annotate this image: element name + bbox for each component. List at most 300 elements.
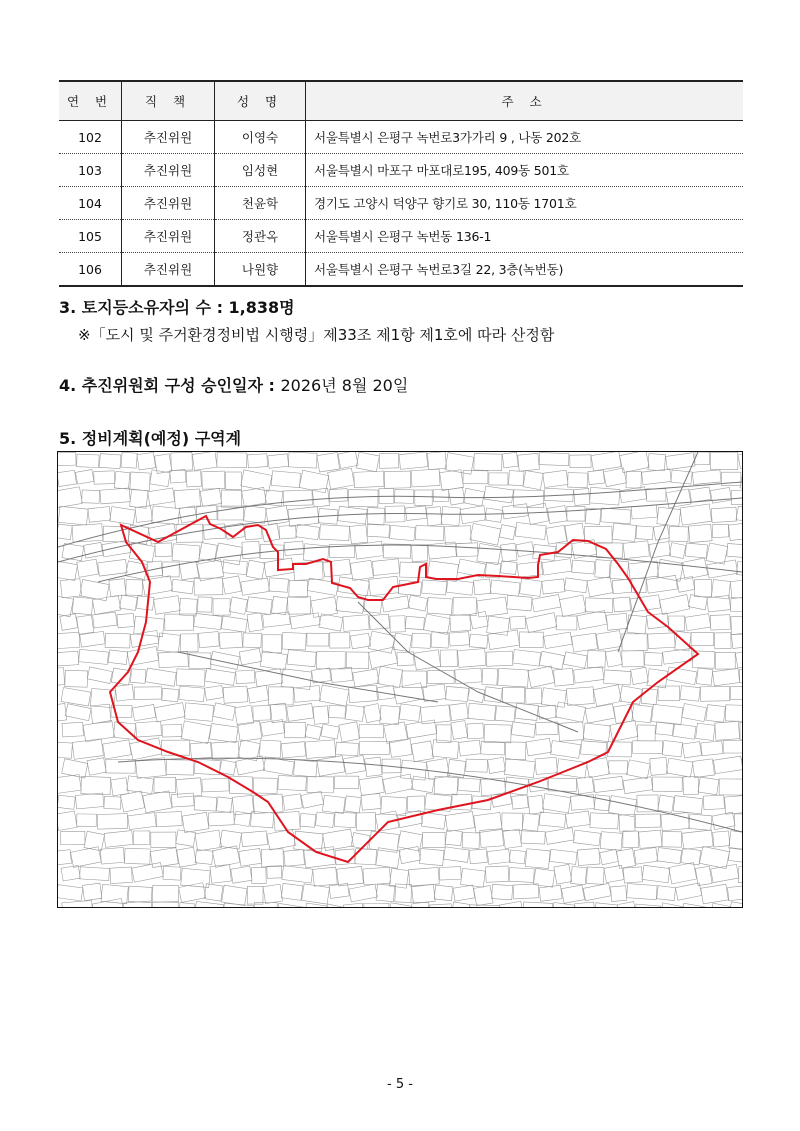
parcel	[433, 489, 449, 501]
parcel	[198, 632, 219, 648]
parcel	[680, 504, 712, 525]
parcel	[660, 595, 690, 615]
parcel	[329, 489, 348, 502]
header-role: 직 책	[122, 81, 215, 121]
section-3-heading: 3. 토지등소유자의 수 : 1,838명	[59, 298, 295, 317]
parcel	[163, 866, 181, 880]
header-address: 주 소	[306, 81, 744, 121]
parcel	[337, 866, 364, 886]
parcel	[88, 507, 111, 523]
parcel	[390, 616, 405, 632]
parcel	[247, 597, 273, 615]
parcel	[561, 885, 584, 903]
parcel	[210, 651, 239, 669]
parcel	[97, 814, 127, 830]
parcel	[248, 454, 268, 468]
parcel	[65, 670, 88, 687]
parcel	[62, 722, 83, 737]
parcel	[587, 650, 605, 668]
parcel	[622, 650, 644, 666]
parcel	[92, 898, 124, 907]
parcel	[485, 866, 508, 882]
parcel	[474, 454, 502, 471]
parcel	[422, 580, 447, 595]
parcel	[682, 830, 713, 849]
parcel	[587, 867, 605, 884]
parcel	[502, 452, 518, 468]
parcel	[72, 739, 103, 759]
parcel	[315, 812, 334, 827]
parcel	[685, 543, 707, 558]
parcel	[350, 560, 373, 580]
parcel	[583, 723, 610, 742]
parcel	[542, 794, 570, 813]
parcel	[58, 452, 76, 465]
parcel	[61, 688, 91, 706]
parcel	[659, 903, 683, 907]
parcel	[330, 633, 350, 648]
parcel	[344, 796, 361, 813]
parcel	[421, 812, 445, 829]
parcel	[713, 756, 742, 774]
parcel	[427, 597, 452, 614]
parcel	[528, 666, 555, 688]
parcel	[590, 487, 620, 505]
parcel	[363, 867, 391, 885]
parcel	[232, 795, 254, 815]
parcel	[389, 739, 412, 758]
parcel	[666, 453, 695, 470]
parcel	[346, 652, 369, 669]
parcel	[528, 795, 544, 814]
parcel	[730, 597, 742, 612]
parcel	[484, 486, 514, 503]
parcel	[541, 688, 566, 708]
parcel	[449, 632, 469, 646]
parcel	[211, 741, 239, 760]
parcel	[585, 598, 613, 613]
parcel	[619, 686, 642, 705]
parcel	[380, 705, 400, 724]
parcel	[521, 831, 545, 844]
parcel	[539, 812, 566, 828]
parcel	[575, 902, 595, 907]
parcel	[126, 580, 143, 596]
parcel	[239, 648, 261, 665]
parcel	[462, 832, 479, 848]
parcel	[150, 848, 178, 868]
parcel	[212, 846, 240, 867]
parcel	[710, 487, 731, 503]
parcel	[215, 543, 242, 565]
parcel	[556, 543, 572, 558]
parcel	[411, 469, 440, 487]
parcel	[288, 452, 317, 468]
parcel	[172, 579, 194, 594]
parcel	[323, 559, 351, 577]
parcel	[445, 453, 474, 475]
parcel	[714, 633, 731, 649]
parcel	[626, 471, 641, 488]
parcel	[485, 508, 503, 522]
parcel	[470, 611, 488, 629]
section-3-note: ※「도시 및 주거환경정비법 시행령」제33조 제1항 제1호에 따라 산정함	[78, 326, 555, 344]
parcel	[379, 453, 399, 468]
parcel	[158, 633, 181, 653]
parcel	[566, 687, 594, 706]
parcel	[111, 778, 129, 796]
parcel	[658, 795, 674, 812]
parcel	[414, 650, 441, 670]
parcel	[577, 776, 595, 794]
parcel	[585, 508, 601, 525]
parcel	[361, 794, 381, 811]
parcel	[394, 683, 424, 704]
cell-name: 천윤학	[215, 187, 306, 220]
parcel	[205, 668, 236, 685]
parcel	[651, 704, 682, 725]
parcel	[131, 669, 146, 684]
parcel	[83, 883, 102, 900]
parcel	[458, 649, 486, 668]
parcel	[596, 543, 623, 558]
parcel	[492, 884, 513, 899]
parcel	[195, 850, 213, 865]
cell-name: 임성현	[215, 154, 306, 187]
parcel	[369, 831, 399, 852]
parcel	[252, 867, 267, 883]
parcel	[595, 560, 610, 578]
parcel	[226, 472, 242, 489]
parcel	[500, 561, 516, 575]
parcel	[488, 630, 520, 649]
parcel	[588, 470, 605, 485]
parcel	[415, 490, 432, 506]
parcel	[515, 522, 546, 539]
parcel	[151, 832, 176, 847]
parcel	[305, 740, 335, 759]
parcel	[691, 633, 714, 646]
parcel	[526, 738, 552, 756]
parcel	[223, 903, 254, 907]
parcel	[673, 796, 703, 814]
parcel	[701, 884, 729, 904]
parcel	[682, 742, 701, 758]
parcel	[440, 650, 457, 667]
parcel	[302, 884, 330, 904]
parcel	[477, 543, 501, 564]
parcel	[487, 616, 510, 635]
parcel	[58, 811, 77, 830]
parcel	[470, 523, 501, 545]
parcel	[499, 525, 515, 540]
parcel	[730, 579, 742, 599]
parcel	[336, 742, 359, 756]
parcel	[681, 903, 711, 907]
parcel	[283, 794, 303, 811]
cell-no: 103	[59, 154, 122, 187]
parcel	[439, 867, 461, 881]
parcel	[711, 507, 737, 522]
parcel	[568, 473, 588, 488]
parcel	[710, 452, 737, 469]
parcel	[727, 543, 742, 558]
parcel	[222, 885, 247, 905]
parcel	[219, 632, 242, 649]
parcel	[641, 688, 657, 704]
parcel	[284, 850, 305, 867]
parcel	[610, 560, 629, 579]
parcel	[459, 740, 481, 756]
parcel	[583, 883, 611, 900]
parcel	[72, 524, 103, 542]
parcel	[325, 904, 343, 907]
parcel	[523, 902, 553, 907]
parcel	[408, 595, 428, 611]
parcel	[343, 615, 369, 632]
parcel	[503, 829, 522, 848]
parcel	[544, 632, 573, 648]
parcel	[495, 706, 515, 722]
parcel	[482, 668, 498, 685]
parcel	[502, 813, 523, 830]
parcel	[412, 633, 431, 648]
parcel	[348, 490, 378, 507]
parcel	[451, 902, 470, 907]
parcel	[525, 688, 542, 704]
parcel	[84, 831, 104, 851]
parcel	[424, 614, 451, 634]
parcel	[334, 776, 358, 789]
parcel	[550, 849, 578, 864]
parcel-lines	[58, 452, 742, 907]
parcel	[123, 901, 152, 907]
parcel	[194, 578, 223, 595]
parcel	[682, 558, 708, 579]
parcel	[572, 560, 595, 574]
parcel	[136, 721, 162, 737]
parcel	[105, 633, 130, 648]
parcel	[259, 740, 280, 758]
parcel	[577, 611, 607, 630]
page-number: - 5 -	[387, 1077, 413, 1092]
parcel	[623, 831, 639, 848]
parcel	[647, 489, 666, 501]
parcel	[154, 596, 181, 615]
parcel	[220, 830, 242, 849]
parcel	[574, 667, 604, 684]
parcel	[113, 722, 135, 740]
parcel	[179, 598, 197, 616]
parcel	[468, 687, 485, 702]
parcel	[411, 776, 434, 793]
parcel	[558, 722, 584, 741]
parcel	[202, 471, 225, 489]
parcel	[682, 704, 707, 722]
parcel	[58, 651, 79, 666]
cell-address: 서울특별시 은평구 녹번로3길 22, 3층(녹번동)	[306, 253, 744, 287]
parcel	[350, 633, 370, 649]
parcel	[516, 542, 534, 557]
parcel	[251, 811, 274, 828]
parcel	[677, 576, 695, 592]
parcel	[513, 884, 539, 899]
parcel	[356, 813, 375, 831]
parcel	[441, 506, 460, 525]
parcel	[692, 470, 721, 485]
parcel	[411, 741, 433, 762]
parcel	[58, 596, 73, 617]
parcel	[365, 757, 382, 776]
parcel	[179, 903, 195, 907]
parcel	[58, 506, 88, 525]
parcel	[519, 632, 543, 648]
parcel	[416, 526, 444, 541]
parcel	[594, 795, 610, 811]
parcel	[695, 866, 712, 885]
parcel	[80, 867, 110, 881]
parcel	[100, 488, 130, 504]
parcel	[236, 670, 255, 684]
parcel	[409, 867, 440, 886]
parcel	[223, 560, 248, 575]
parcel	[181, 868, 210, 887]
parcel	[445, 526, 472, 545]
parcel	[446, 580, 473, 596]
parcel	[559, 595, 586, 617]
parcel	[604, 468, 627, 487]
parcel	[692, 759, 714, 778]
parcel	[181, 634, 199, 652]
parcel	[253, 705, 271, 720]
parcel	[681, 848, 701, 865]
parcel	[563, 652, 587, 668]
parcel	[93, 612, 118, 628]
parcel	[125, 848, 151, 864]
parcel	[166, 760, 194, 775]
parcel	[644, 652, 662, 665]
parcel	[356, 452, 379, 472]
parcel	[673, 724, 696, 740]
parcel	[474, 886, 494, 906]
parcel	[261, 720, 285, 737]
parcel	[321, 724, 339, 739]
parcel	[155, 703, 186, 722]
parcel	[359, 741, 389, 754]
parcel	[313, 706, 329, 725]
parcel	[556, 616, 577, 630]
parcel	[525, 849, 550, 869]
table-header-row	[59, 81, 743, 121]
parcel	[202, 778, 229, 792]
parcel	[58, 560, 77, 581]
parcel	[703, 795, 724, 810]
parcel	[290, 613, 320, 629]
parcel	[502, 687, 524, 703]
parcel	[710, 615, 730, 630]
parcel	[266, 506, 289, 526]
parcel	[667, 667, 697, 685]
parcel	[738, 452, 742, 468]
parcel	[543, 470, 568, 487]
parcel	[281, 883, 302, 900]
parcel	[154, 777, 176, 792]
parcel	[456, 543, 478, 557]
parcel	[590, 813, 619, 829]
parcel	[329, 705, 346, 718]
parcel	[683, 776, 699, 794]
parcel	[486, 651, 513, 666]
parcel	[532, 595, 561, 612]
parcel	[143, 791, 172, 813]
parcel	[289, 580, 308, 597]
parcel	[627, 760, 651, 779]
parcel	[405, 616, 424, 629]
cell-name: 이영숙	[215, 121, 306, 154]
parcel	[238, 721, 262, 741]
parcel	[383, 774, 413, 794]
parcel	[639, 830, 662, 848]
parcel	[339, 722, 360, 742]
parcel	[267, 866, 282, 879]
header-no: 연 번	[59, 81, 122, 121]
parcel	[539, 651, 564, 669]
parcel	[58, 524, 72, 540]
parcel	[58, 795, 75, 809]
parcel	[200, 488, 222, 506]
parcel	[715, 721, 740, 740]
parcel	[706, 705, 725, 723]
parcel	[623, 777, 653, 794]
cell-role: 추진위원	[122, 220, 215, 253]
parcel	[484, 724, 511, 742]
parcel	[114, 471, 130, 489]
parcel	[179, 883, 206, 903]
parcel	[637, 725, 655, 741]
parcel	[317, 453, 340, 472]
parcel	[632, 705, 652, 723]
cell-address: 서울특별시 마포구 마포대로195, 409동 501호	[306, 154, 744, 187]
parcel	[269, 578, 289, 593]
parcel	[61, 865, 80, 880]
parcel	[604, 670, 631, 685]
parcel	[328, 468, 355, 489]
parcel	[301, 791, 324, 808]
parcel	[319, 614, 343, 631]
parcel	[367, 524, 389, 538]
parcel	[554, 864, 572, 884]
parcel	[469, 905, 499, 907]
parcel	[507, 595, 532, 611]
parcel	[423, 832, 446, 847]
parcel	[384, 722, 408, 744]
parcel	[384, 471, 410, 488]
parcel	[79, 649, 109, 664]
parcel	[522, 813, 539, 831]
parcel	[368, 647, 397, 669]
parcel	[161, 740, 189, 755]
parcel	[577, 848, 600, 865]
parcel	[221, 616, 247, 632]
table-row	[59, 220, 743, 253]
parcel	[110, 507, 136, 525]
parcel	[81, 776, 111, 794]
parcel	[591, 452, 621, 471]
parcel	[148, 488, 175, 505]
parcel	[229, 597, 247, 615]
parcel	[513, 650, 541, 666]
parcel	[631, 505, 657, 519]
